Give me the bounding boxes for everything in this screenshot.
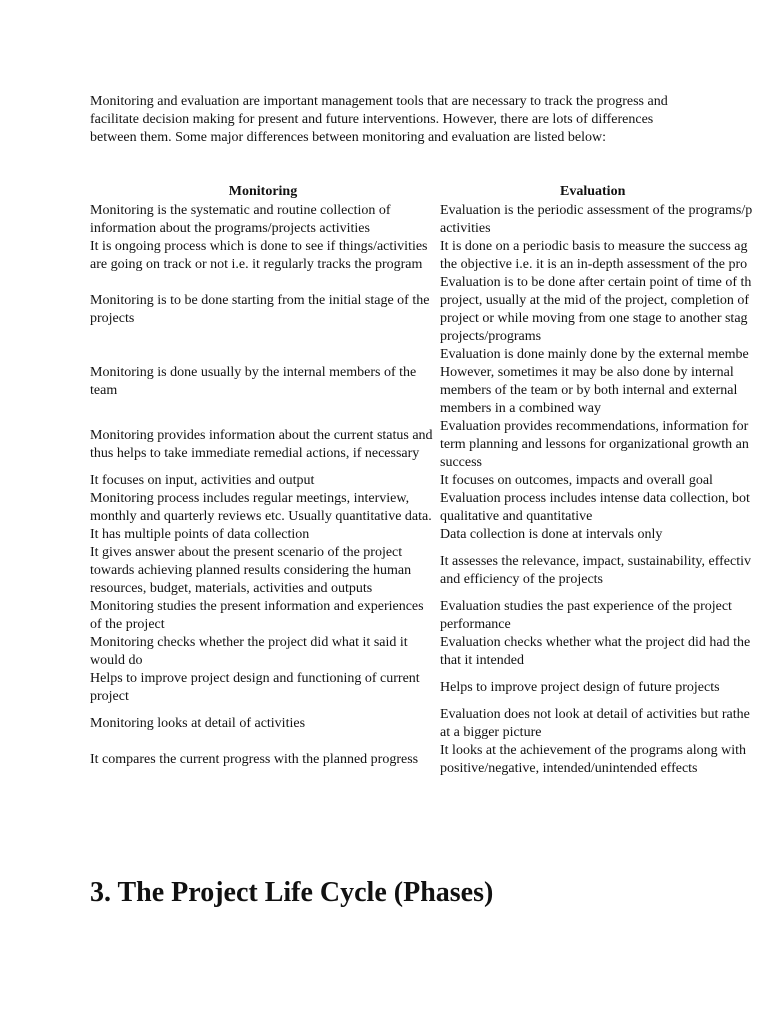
monitoring-cell: It focuses on input, activities and output xyxy=(90,473,315,488)
evaluation-cell xyxy=(438,238,768,274)
evaluation-line: positive/negative, intended/unintended effects xyxy=(440,761,698,776)
evaluation-line: Helps to improve project design of future projects xyxy=(440,680,720,695)
evaluation-line: activities xyxy=(440,221,491,236)
evaluation-line: Data collection is done at intervals only xyxy=(440,527,663,542)
evaluation-line: project or while moving from one stage to another stag xyxy=(440,311,748,326)
table-row xyxy=(88,202,768,238)
evaluation-line: members of the team or by both internal and external xyxy=(440,383,738,398)
monitoring-cell: Monitoring looks at detail of activities xyxy=(90,716,306,731)
table-row xyxy=(88,670,768,706)
evaluation-cell xyxy=(438,418,768,472)
evaluation-cell xyxy=(438,490,768,526)
evaluation-line: Evaluation provides recommendations, information for xyxy=(440,419,749,434)
table-row xyxy=(88,598,768,634)
evaluation-cell xyxy=(438,472,768,490)
evaluation-line: Evaluation does not look at detail of activities but rathe xyxy=(440,707,750,722)
monitoring-cell: Monitoring is the systematic and routine collection of information about the programs/projects activities xyxy=(90,203,391,236)
evaluation-line: Evaluation checks whether what the project did had the xyxy=(440,635,751,650)
evaluation-line: Evaluation studies the past experience of the project xyxy=(440,599,732,614)
evaluation-line: and efficiency of the projects xyxy=(440,572,604,587)
monitoring-cell: Monitoring is done usually by the internal members of the team xyxy=(90,365,417,398)
evaluation-line: success xyxy=(440,455,482,470)
evaluation-line: at a bigger picture xyxy=(440,725,542,740)
evaluation-line: Evaluation is done mainly done by the external membe xyxy=(440,347,749,362)
table-row xyxy=(88,706,768,742)
table-row xyxy=(88,526,768,544)
evaluation-line: members in a combined way xyxy=(440,401,601,416)
monitoring-cell: Monitoring studies the present information and experiences of the project xyxy=(90,599,424,632)
monitoring-column-header: Monitoring xyxy=(228,184,298,199)
table-row xyxy=(88,490,768,526)
evaluation-line: However, sometimes it may be also done by internal xyxy=(440,365,734,380)
table-row xyxy=(88,634,768,670)
evaluation-line: It is done on a periodic basis to measure the success ag xyxy=(440,239,748,254)
monitoring-cell: Monitoring is to be done starting from the initial stage of the projects xyxy=(90,293,430,326)
monitoring-cell: It has multiple points of data collection xyxy=(90,527,310,542)
evaluation-cell xyxy=(438,544,768,598)
table-row xyxy=(88,238,768,274)
table-row xyxy=(88,274,768,346)
table-header-row xyxy=(88,182,768,202)
monitoring-cell: Monitoring checks whether the project did what it said it would do xyxy=(90,635,408,668)
intro-paragraph: Monitoring and evaluation are important management tools that are necessary to track the progress and facilitate decision making for present and future interventions. However, there are lots of differences between them. Some major differences between monitoring and evaluation are listed below: xyxy=(90,94,668,145)
evaluation-cell xyxy=(438,670,768,706)
section-heading: 3. The Project Life Cycle (Phases) xyxy=(90,877,494,908)
evaluation-line: Evaluation is to be done after certain point of time of th xyxy=(440,275,752,290)
table-row xyxy=(88,346,768,418)
evaluation-line: It focuses on outcomes, impacts and overall goal xyxy=(440,473,713,488)
evaluation-line: qualitative and quantitative xyxy=(440,509,593,524)
evaluation-line: project, usually at the mid of the project, completion of xyxy=(440,293,750,308)
evaluation-column-header: Evaluation xyxy=(560,184,626,199)
monitoring-cell: It gives answer about the present scenario of the project towards achieving planned results considering the human resources, budget, materials, activities and outputs xyxy=(90,545,412,596)
monitoring-cell: Monitoring provides information about the current status and thus helps to take immediate remedial actions, if necessary xyxy=(90,428,433,461)
table-row xyxy=(88,418,768,472)
evaluation-cell xyxy=(438,346,768,418)
evaluation-cell xyxy=(438,634,768,670)
evaluation-line: the objective i.e. it is an in-depth assessment of the pro xyxy=(440,257,748,272)
evaluation-line: It looks at the achievement of the programs along with xyxy=(440,743,746,758)
evaluation-cell xyxy=(438,742,768,778)
evaluation-cell xyxy=(438,202,768,238)
table-row xyxy=(88,742,768,778)
monitoring-cell: It is ongoing process which is done to see if things/activities are going on track or not i.e. it regularly tracks the program xyxy=(90,239,428,272)
evaluation-line: that it intended xyxy=(440,653,524,668)
evaluation-line: Evaluation is the periodic assessment of the programs/p xyxy=(440,203,753,218)
evaluation-cell xyxy=(438,274,768,346)
evaluation-cell xyxy=(438,598,768,634)
evaluation-line: It assesses the relevance, impact, sustainability, effectiv xyxy=(440,554,752,569)
evaluation-line: projects/programs xyxy=(440,329,542,344)
table-row xyxy=(88,544,768,598)
monitoring-cell: Helps to improve project design and functioning of current project xyxy=(90,671,420,704)
evaluation-cell xyxy=(438,526,768,544)
monitoring-cell: Monitoring process includes regular meetings, interview, monthly and quarterly reviews etc. Usually quantitative data. xyxy=(90,491,432,524)
evaluation-line: performance xyxy=(440,617,511,632)
table-row xyxy=(88,472,768,490)
comparison-table-body xyxy=(88,202,768,778)
evaluation-line: term planning and lessons for organizational growth an xyxy=(440,437,749,452)
comparison-table xyxy=(88,182,768,778)
monitoring-cell: It compares the current progress with the planned progress xyxy=(90,752,419,767)
evaluation-cell xyxy=(438,706,768,742)
evaluation-line: Evaluation process includes intense data collection, bot xyxy=(440,491,750,506)
